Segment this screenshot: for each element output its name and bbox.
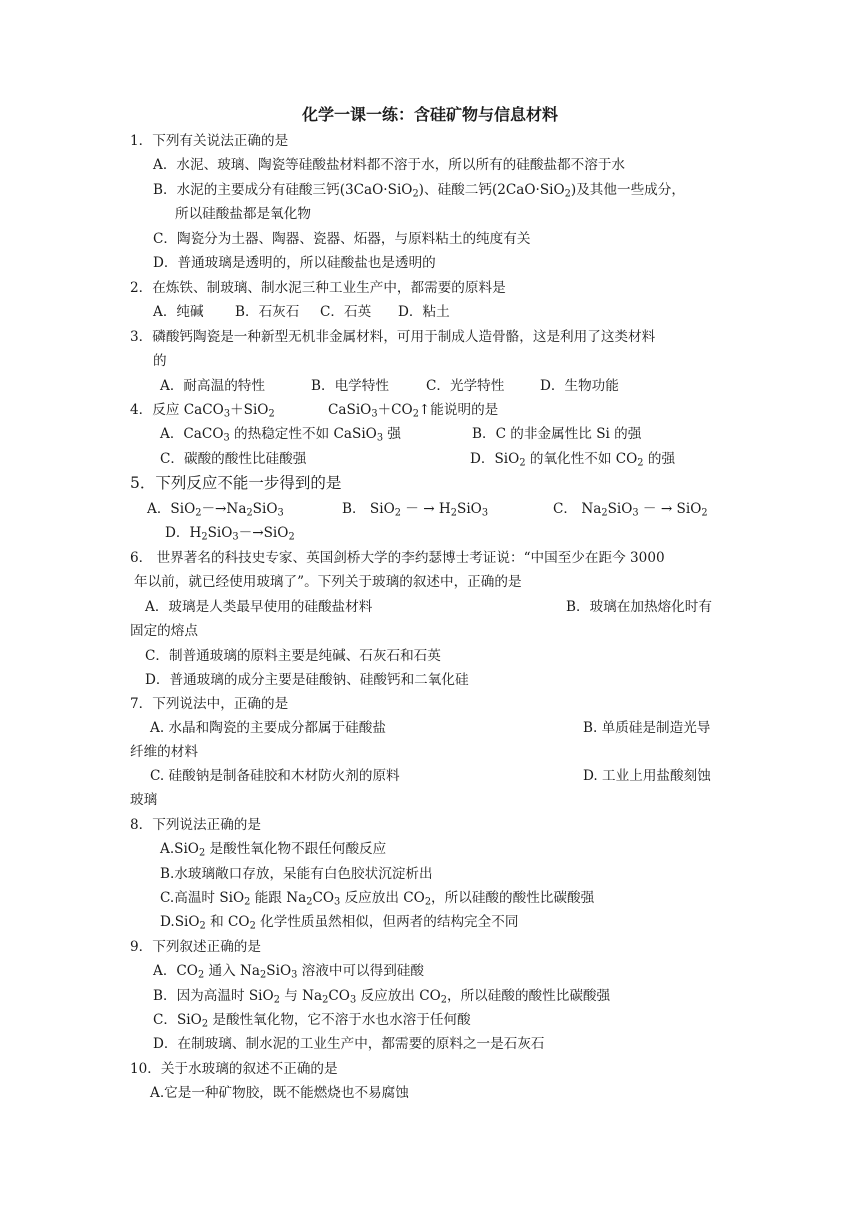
q7-option-c: C. 硅酸钠是制备硅胶和木材防火剂的原料 [150,768,400,784]
q4-stem-left: 4．反应 CaCO$_3$＋SiO$_2$ [130,402,275,420]
q8-option-b: B.水玻璃敞口存放，呆能有白色胶状沉淀析出 [160,866,433,882]
q10-stem: 10．关于水玻璃的叙述不正确的是 [130,1061,338,1077]
q2-option-b: B．石灰石 [235,304,300,320]
q8-option-c: C.高温时 SiO$_2$ 能跟 $Na_2CO_3$ 反应放出 $CO_2$，所以硅酸的酸性比碳酸强 [160,890,595,908]
q9-option-a: A．$CO_2$ 通入 $Na_2SiO_3$ 溶液中可以得到硅酸 [153,963,424,981]
q4-option-b: B．C 的非金属性比 Si 的强 [472,426,642,442]
q7-stem: 7．下列说法中，正确的是 [130,696,289,712]
q4-option-a: A．CaCO$_3$ 的热稳定性不如 CaSiO$_3$ 强 [160,426,401,444]
q1-option-b-cont: 所以硅酸盐都是氧化物 [175,206,311,222]
q1-option-c: C．陶瓷分为土器、陶器、瓷器、炻器，与原料粘土的纯度有关 [153,231,531,247]
q2-option-c: C．石英 [320,304,372,320]
q8-option-d: D.SiO$_2$ 和 $CO_2$ 化学性质虽然相似，但两者的结构完全不同 [160,914,519,932]
q6-stem: 6． 世界著名的科技史专家、英国剑桥大学的李约瑟博士考证说：“中国至少在距今 3000 [130,550,665,566]
q5-option-a: A．$SiO_2-\to Na_2SiO_3$ [147,501,284,519]
q5-option-b: B． SiO$_2$ － → $H_2SiO_3$ [342,501,489,519]
q1-option-b: B．水泥的主要成分有硅酸三钙(3CaO·SiO$_2$)、硅酸二钙(2CaO·SiO$_2$)及其他一些成分， [153,182,685,200]
q6-stem-cont: 年以前，就已经使用玻璃了”。下列关于玻璃的叙述中，正确的是 [134,574,522,590]
q3-stem: 3．磷酸钙陶瓷是一种新型无机非金属材料，可用于制成人造骨骼，这是利用了这类材料 [130,329,656,345]
q7-option-a: A. 水晶和陶瓷的主要成分都属于硅酸盐 [150,720,386,736]
q8-option-a: A.SiO$_2$ 是酸性氧化物不跟任何酸反应 [160,841,387,859]
q3-option-d: D．生物功能 [540,378,619,394]
q2-option-d: D．粘土 [398,304,450,320]
q10-option-a: A.它是一种矿物胶，既不能燃烧也不易腐蚀 [150,1085,409,1101]
q6-option-a: A．玻璃是人类最早使用的硅酸盐材料 [145,599,373,615]
q1-stem: 1．下列有关说法正确的是 [130,133,289,149]
q8-stem: 8．下列说法正确的是 [130,817,261,833]
q3-option-c: C．光学特性 [426,378,505,394]
q5-stem: 5．下列反应不能一步得到的是 [130,474,342,492]
q9-option-c: C．SiO$_2$ 是酸性氧化物，它不溶于水也水溶于任何酸 [153,1012,471,1030]
q6-option-b-cont: 固定的熔点 [130,623,198,639]
q3-option-a: A．耐高温的特性 [160,378,265,394]
q6-option-d: D．普通玻璃的成分主要是硅酸钠、硅酸钙和二氧化硅 [145,672,469,688]
q4-option-d: D．SiO$_2$ 的氧化性不如 $CO_2$ 的强 [470,451,676,469]
q4-option-c: C．碳酸的酸性比硅酸强 [160,451,307,467]
q3-option-b: B．电学特性 [311,378,389,394]
q7-option-d-cont: 玻璃 [130,792,158,808]
q9-option-b: B．因为高温时 SiO$_2$ 与 $Na_2CO_3$ 反应放出 $CO_2$，所以硅酸的酸性比碳酸强 [153,988,611,1006]
q2-stem: 2．在炼铁、制玻璃、制水泥三种工业生产中，都需要的原料是 [130,280,506,296]
document-title: 化学一课一练：含硅矿物与信息材料 [301,105,558,124]
q4-stem-right: $CaSiO_3+CO_2↑$能说明的是 [328,402,499,420]
q5-option-d: D．$H_2SiO_3-\to SiO_2$ [165,525,295,543]
q1-option-a: A．水泥、玻璃、陶瓷等硅酸盐材料都不溶于水，所以所有的硅酸盐都不溶于水 [153,157,626,173]
q1-option-d: D．普通玻璃是透明的，所以硅酸盐也是透明的 [153,255,436,271]
q3-stem-cont: 的 [153,353,167,369]
q2-option-a: A．纯碱 [153,304,204,320]
q5-option-c: C． $Na_2SiO_3$ － → SiO$_2$ [553,501,708,519]
q9-stem: 9．下列叙述正确的是 [130,939,261,955]
q9-option-d: D．在制玻璃、制水泥的工业生产中，都需要的原料之一是石灰石 [153,1036,545,1052]
q6-option-b: B．玻璃在加热熔化时有 [566,599,712,615]
q7-option-d: D. 工业上用盐酸刻蚀 [583,768,711,784]
q7-option-b: B. 单质硅是制造光导 [583,720,711,736]
q7-option-b-cont: 纤维的材料 [130,744,198,760]
q6-option-c: C．制普通玻璃的原料主要是纯碱、石灰石和石英 [145,648,441,664]
